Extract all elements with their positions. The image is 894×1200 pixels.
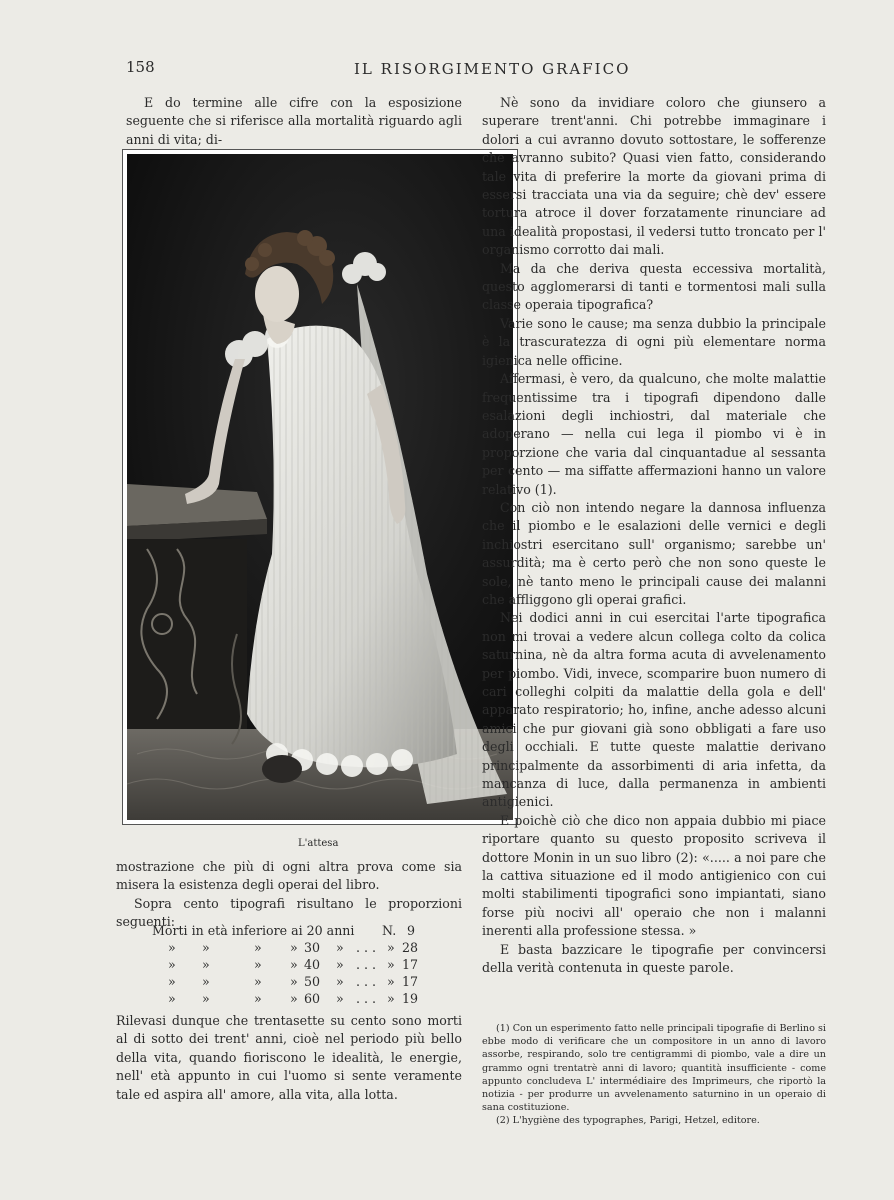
photo-woman-illustration — [127, 154, 513, 820]
ditto-mark: » — [336, 974, 344, 989]
right-column — [482, 94, 826, 978]
paragraph: Nè sono da invidiare coloro che giunsero a superare trent'anni. Chi potrebbe immaginare i dolori a cui avranno dovuto sottostare, le sofferenze che avranno subito? Quasi vien fatto, considerando tale vita di preferire la morte da giovani prima di essersi tracciata una via da seguire; chè dev' essere tortura atroce il dover forzatamente rinunciare ad una idealità propostasi, il vedersi tutto troncato per l' organismo corrotto dai mali. — [482, 95, 826, 258]
ditto-mark: » — [336, 991, 344, 1006]
footnote: (2) L'hygiène des typographes, Parigi, Hetzel, editore. — [496, 1115, 760, 1127]
ditto-mark: » — [168, 974, 176, 989]
table-dots: . . . — [356, 974, 377, 989]
paragraph: Nei dodici anni in cui esercitai l'arte tipografica non mi trovai a vedere alcun collega colto da colica saturnina, nè da altra forma acuta di avvelenamento per piombo. Vidi, invece, scomparire buon numero di cari colleghi colpiti da malattie della gola e dell' apparato respiratorio; ho, infine, anche adesso alcuni amici che pur giovani già sono obbligati a fare uso degli occhiali. E tutte queste malattie derivano principalmente da assorbimenti di aria infetta, da mancanza di luce, dalla permanenza in ambienti antigienici. — [482, 610, 826, 810]
table-dots: . . . — [356, 940, 377, 955]
paragraph: Affermasi, è vero, da qualcuno, che molte malattie frequentissime tra i tipografi dipendono dalle esalazioni degli inchiostri, dal materiale che adoperano — nella cui lega il piombo vi è in proporzione che varia dal cinquantadue al sessanta per cento — ma siffatte affermazioni hanno un valore relativo (1). — [482, 371, 826, 497]
table-cell-value: 28 — [402, 940, 419, 955]
paragraph: E poichè ciò che dico non appaia dubbio mi piace riportare quanto su questo proposito scriveva il dottore Monin in un suo libro (2): «..... a noi pare che la cattiva situazione ed il modo antigienico con cui molti stabilimenti tipografici sono impiantati, siano forse più nocivi all' operaio che non i malanni inerenti alla professione stessa. » — [482, 812, 826, 939]
ditto-mark: » — [387, 940, 395, 955]
ditto-mark: » — [387, 991, 395, 1006]
paragraph: Ma da che deriva questa eccessiva mortalità, questo agglomerarsi di tanti e tormentosi mali sulla classe operaia tipografica? — [482, 260, 826, 313]
ditto-mark: » — [336, 940, 344, 955]
page-number: 158 — [126, 58, 155, 76]
footnotes — [482, 1022, 826, 1128]
ditto-mark: » — [168, 991, 176, 1006]
ditto-mark: » — [254, 940, 262, 955]
paragraph: mostrazione che più di ogni altra prova come sia misera la esistenza degli operai del libro. — [116, 859, 462, 893]
paragraph: Sopra cento tipografi risultano le proporzioni seguenti: — [116, 895, 462, 930]
ditto-mark: » — [254, 991, 262, 1006]
ditto-mark: » — [290, 991, 298, 1006]
table-header-n: N. — [382, 923, 397, 938]
mortality-table — [152, 922, 422, 1007]
ditto-mark: » — [202, 957, 210, 972]
paragraph: Con ciò non intendo negare la dannosa influenza che il piombo e le esalazioni delle vernici e degli inchiostri esercitano sull' organismo; sarebbe un' assurdità; ma è certo però che non sono queste le sole, nè tanto meno le principali cause dei malanni che affliggono gli operai grafici. — [482, 499, 826, 607]
running-head: IL RISORGIMENTO GRAFICO — [354, 60, 631, 78]
table-dots: . . . — [356, 957, 377, 972]
ditto-mark: » — [290, 940, 298, 955]
ditto-mark: » — [387, 957, 395, 972]
table-row — [152, 973, 422, 990]
table-cell-age: 50 — [304, 974, 321, 989]
ditto-mark: » — [254, 957, 262, 972]
table-cell-value: 17 — [402, 974, 419, 989]
ditto-mark: » — [168, 957, 176, 972]
ditto-mark: » — [387, 974, 395, 989]
table-cell-age: 60 — [304, 991, 321, 1006]
photo-figure — [122, 149, 518, 825]
ditto-mark: » — [202, 974, 210, 989]
photograph — [127, 154, 513, 820]
table-header-label: Morti in età inferiore ai 20 anni — [152, 923, 355, 938]
table-cell-value: 17 — [402, 957, 419, 972]
ditto-mark: » — [254, 974, 262, 989]
paragraph: E basta bazzicare le tipografie per convincersi della verità contenuta in queste parole. — [482, 941, 826, 976]
table-row — [152, 922, 422, 939]
ditto-mark: » — [290, 957, 298, 972]
table-cell-age: 30 — [304, 940, 321, 955]
table-row — [152, 956, 422, 973]
paragraph: Varie sono le cause; ma senza dubbio la principale è la trascuratezza di ogni più elementare norma igienica nelle officine. — [482, 315, 826, 368]
ditto-mark: » — [290, 974, 298, 989]
table-row — [152, 939, 422, 956]
left-column-closing — [116, 1012, 462, 1104]
table-row — [152, 990, 422, 1007]
left-column-top — [126, 94, 462, 149]
ditto-mark: » — [202, 940, 210, 955]
ditto-mark: » — [202, 991, 210, 1006]
table-cell-value: 9 — [407, 923, 416, 938]
left-column-bottom — [116, 858, 462, 932]
paragraph: Rilevasi dunque che trentasette su cento sono morti al di sotto dei trent' anni, cioè nel periodo più bello della vita, quando fioriscono le idealità, le energie, nell' età appunto in cui l'uomo si sente veramente tale ed aspira all' amore, alla vita, alla lotta. — [116, 1013, 462, 1102]
table-cell-value: 19 — [402, 991, 419, 1006]
figure-caption: L'attesa — [298, 838, 339, 849]
table-dots: . . . — [356, 991, 377, 1006]
footnote: (1) Con un esperimento fatto nelle principali tipografie di Berlino si ebbe modo di verificare che un compositore in un anno di lavoro assorbe, respirando, solo tre centigrammi di piombo, vale a dire un grammo ogni trentatrè anni di lavoro; quantità insufficiente - come appunto concludeva L' intermédiaire des Imprimeurs, che riportò la notizia - per produrre un avvelenamento saturnino in un operaio di sana costituzione. — [482, 1023, 826, 1114]
ditto-mark: » — [336, 957, 344, 972]
paragraph: E do termine alle cifre con la esposizione seguente che si riferisce alla mortalità riguardo agli anni di vita; di- — [126, 95, 462, 147]
ditto-mark: » — [168, 940, 176, 955]
table-cell-age: 40 — [304, 957, 321, 972]
